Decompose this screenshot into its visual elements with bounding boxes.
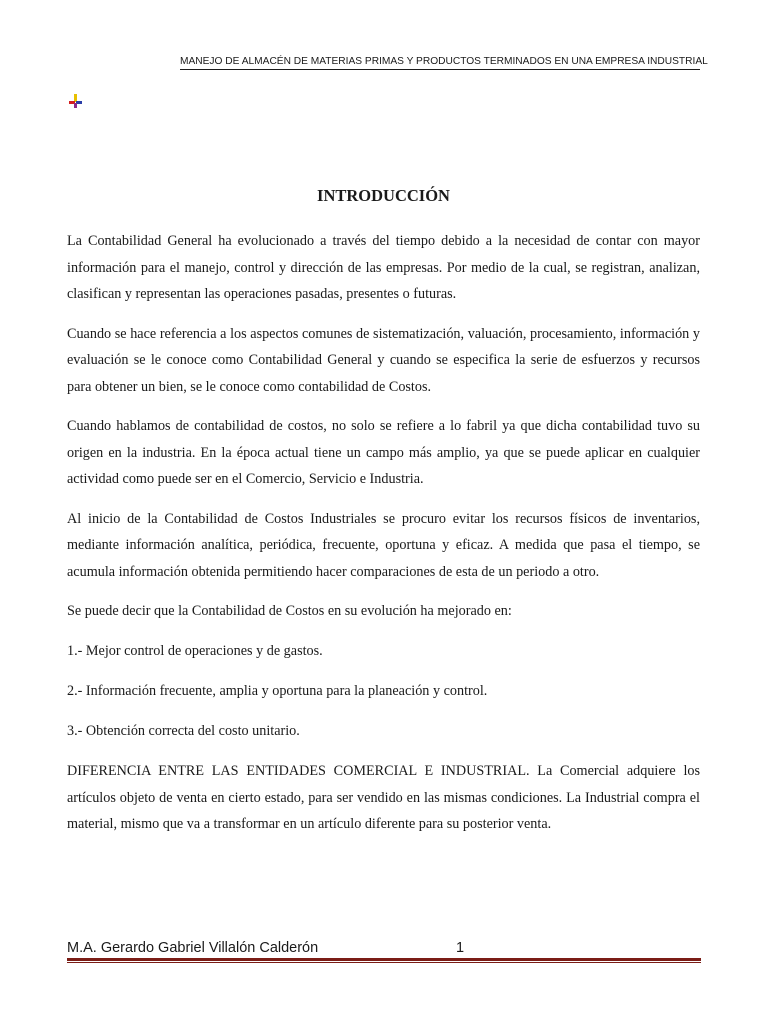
document-body xyxy=(67,228,700,851)
footer-rule xyxy=(67,958,701,961)
paragraph-commercial-vs-industrial: DIFERENCIA ENTRE LAS ENTIDADES COMERCIAL E INDUSTRIAL. La Comercial adquiere los artículos objeto de venta en cierto estado, para ser vendido en las mismas condiciones. La Industrial compra el material, mismo que va a transformar en un artículo diferente para su posterior venta. xyxy=(67,763,700,832)
paragraph-cost-accounting-scope: Cuando hablamos de contabilidad de costos, no solo se refiere a lo fabril ya que dicha contabilidad tuvo su origen en la industria. En la época actual tiene un campo más amplio, ya que se puede aplicar en cualquier actividad como puede ser en el Comercio, Servicio e Industria. xyxy=(67,418,700,487)
header-rule xyxy=(180,69,700,70)
paragraph-industrial-costs-history: Al inicio de la Contabilidad de Costos Industriales se procuro evitar los recursos físicos de inventarios, mediante información analítica, periódica, frecuente, oportuna y eficaz. A medida que pasa el tiempo, se acumula información obtenida permitiendo hacer comparaciones de esta de un periodo a otro. xyxy=(67,510,700,580)
paragraph-evolution-lead: Se puede decir que la Contabilidad de Costos en su evolución ha mejorado en: xyxy=(67,603,512,619)
page-number: 1 xyxy=(456,940,465,956)
list-item: 3.- Obtención correcta del costo unitario. xyxy=(67,723,300,739)
paragraph-general-accounting: Cuando se hace referencia a los aspectos comunes de sistematización, valuación, procesamiento, información y evaluación se le conoce como Contabilidad General y cuando se especifica la serie de esfuerzos y recursos para obtener un bien, se le conoce como contabilidad de Costos. xyxy=(67,325,700,395)
list-item: 2.- Información frecuente, amplia y oportuna para la planeación y control. xyxy=(67,683,488,699)
footer-rule-thin xyxy=(67,962,701,963)
list-item: 1.- Mejor control de operaciones y de gastos. xyxy=(67,643,323,659)
paragraph-intro: La Contabilidad General ha evolucionado a través del tiempo debido a la necesidad de contar con mayor información para el manejo, control y dirección de las empresas. Por medio de la cual, se registran, analizan, clasifican y representan las operaciones pasadas, presentes o futuras. xyxy=(67,233,700,302)
document-title: INTRODUCCIÓN xyxy=(317,186,450,205)
four-color-cross-bullet-icon xyxy=(67,93,83,109)
footer-author: M.A. Gerardo Gabriel Villalón Calderón xyxy=(67,940,319,956)
running-header: MANEJO DE ALMACÉN DE MATERIAS PRIMAS Y PRODUCTOS TERMINADOS EN UNA EMPRESA INDUSTRIAL xyxy=(180,56,708,67)
